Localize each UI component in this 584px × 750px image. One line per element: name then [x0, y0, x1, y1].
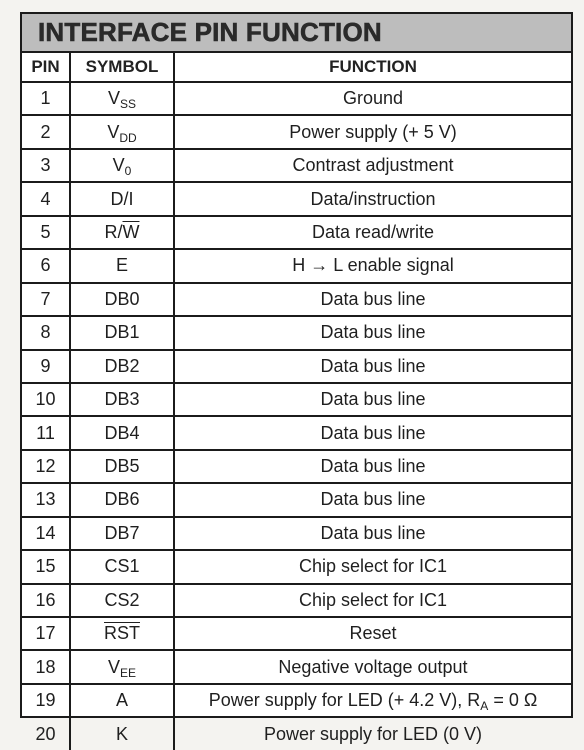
- function-text: Power supply (+ 5 V): [289, 121, 457, 142]
- symbol-subscript: 0: [124, 164, 132, 179]
- pin-symbol: [70, 149, 174, 182]
- symbol-base: DB3: [104, 389, 140, 410]
- table-row: [22, 350, 571, 383]
- table-row: [22, 216, 571, 249]
- pin-symbol: [70, 617, 174, 650]
- title-bar: [22, 14, 571, 53]
- pin-number: 5: [22, 216, 70, 249]
- table-row: [22, 450, 571, 483]
- pin-number: 4: [22, 182, 70, 215]
- symbol-overlined-part: $\overline{W}$: [122, 221, 140, 242]
- pin-function: [174, 216, 571, 249]
- function-text: Chip select for IC1: [298, 556, 448, 577]
- pin-symbol: [70, 450, 174, 483]
- pin-number: 17: [22, 617, 70, 650]
- pin-number: 6: [22, 249, 70, 282]
- symbol-subscript: EE: [120, 665, 137, 680]
- function-text: Ground: [342, 88, 404, 109]
- pin-symbol: [70, 650, 174, 683]
- pin-function: [174, 182, 571, 215]
- pin-symbol: [70, 82, 174, 115]
- pin-symbol: [70, 249, 174, 282]
- table-row: [22, 316, 571, 349]
- symbol-base: K: [115, 723, 128, 744]
- symbol-base: CS2: [104, 589, 140, 610]
- table-row: [22, 650, 571, 683]
- function-text: Data read/write: [311, 221, 435, 242]
- pin-function: [174, 550, 571, 583]
- pin-symbol: [70, 517, 174, 550]
- table-row: [22, 584, 571, 617]
- pin-symbol: [70, 416, 174, 449]
- pin-function-table-panel: [20, 12, 573, 744]
- symbol-base: V: [107, 88, 120, 109]
- pin-function: [174, 249, 571, 282]
- symbol-base: DB1: [104, 322, 140, 343]
- function-text: Power supply for LED (0 V): [263, 723, 483, 744]
- pin-function: [174, 450, 571, 483]
- symbol-base: CS1: [104, 556, 140, 577]
- pin-function: [174, 617, 571, 650]
- function-text-tail: = 0 Ω: [488, 690, 538, 711]
- symbol-base: DB4: [104, 422, 140, 443]
- table-row: [22, 249, 571, 282]
- pin-number: 14: [22, 517, 70, 550]
- table-row: [22, 483, 571, 516]
- header-pin: PIN: [22, 53, 70, 82]
- pin-function: [174, 650, 571, 683]
- function-subscript: A: [480, 699, 489, 714]
- symbol-base: DB5: [104, 456, 140, 477]
- pin-function: [174, 283, 571, 316]
- pin-number: 20: [22, 717, 70, 749]
- table-row: [22, 283, 571, 316]
- symbol-base: DB7: [104, 522, 140, 543]
- table-row: [22, 550, 571, 583]
- pin-symbol: [70, 350, 174, 383]
- pin-function: [174, 483, 571, 516]
- symbol-subscript: DD: [119, 130, 137, 145]
- table-row: [22, 517, 571, 550]
- symbol-subscript: SS: [120, 97, 137, 112]
- pin-number: 16: [22, 584, 70, 617]
- pin-symbol: [70, 550, 174, 583]
- pin-function: [174, 684, 571, 717]
- symbol-base: V: [107, 656, 120, 677]
- pin-number: 8: [22, 316, 70, 349]
- symbol-base: E: [115, 255, 128, 276]
- symbol-base: DB6: [104, 489, 140, 510]
- pin-function: [174, 383, 571, 416]
- function-text: Data bus line: [320, 489, 426, 510]
- function-text: Data bus line: [320, 522, 426, 543]
- table-title: INTERFACE PIN FUNCTION: [38, 17, 382, 47]
- pin-number: 2: [22, 115, 70, 148]
- pin-number: 19: [22, 684, 70, 717]
- table-row: [22, 416, 571, 449]
- symbol-base: R/: [104, 221, 123, 242]
- pin-number: 11: [22, 416, 70, 449]
- symbol-base: V: [107, 121, 120, 142]
- pin-function: [174, 82, 571, 115]
- pin-function: [174, 316, 571, 349]
- table-row: [22, 617, 571, 650]
- header-function: FUNCTION: [174, 53, 571, 82]
- function-text: Data bus line: [320, 355, 426, 376]
- pin-symbol: [70, 115, 174, 148]
- table-row: [22, 82, 571, 115]
- function-text: Data bus line: [320, 422, 426, 443]
- table-row: [22, 383, 571, 416]
- symbol-base: V: [112, 155, 125, 176]
- symbol-base: A: [115, 690, 128, 711]
- pin-symbol: [70, 383, 174, 416]
- pin-number: 3: [22, 149, 70, 182]
- pin-function: [174, 517, 571, 550]
- header-symbol: SYMBOL: [70, 53, 174, 82]
- symbol-base: DB0: [104, 288, 140, 309]
- symbol-base: DB2: [104, 355, 140, 376]
- function-text: Negative voltage output: [278, 656, 468, 677]
- pin-number: 18: [22, 650, 70, 683]
- function-text: Data bus line: [320, 288, 426, 309]
- pin-symbol: [70, 584, 174, 617]
- table-row: [22, 115, 571, 148]
- pin-number: 1: [22, 82, 70, 115]
- table-row: [22, 684, 571, 717]
- pin-number: 7: [22, 283, 70, 316]
- pin-symbol: [70, 316, 174, 349]
- function-text: Data bus line: [320, 389, 426, 410]
- symbol-base: D/I: [110, 188, 134, 209]
- pin-function: [174, 416, 571, 449]
- table-row: [22, 149, 571, 182]
- pin-symbol: [70, 684, 174, 717]
- pin-function: [174, 149, 571, 182]
- header-row: [22, 53, 571, 82]
- table-header: [22, 53, 571, 82]
- function-text: Power supply for LED (+ 4.2 V), R: [208, 690, 481, 711]
- pin-symbol: [70, 216, 174, 249]
- pin-number: 15: [22, 550, 70, 583]
- pin-number: 13: [22, 483, 70, 516]
- pin-number: 9: [22, 350, 70, 383]
- function-text: Data bus line: [320, 322, 426, 343]
- pin-function: [174, 350, 571, 383]
- pin-symbol: [70, 283, 174, 316]
- pin-function: [174, 115, 571, 148]
- table-row: [22, 182, 571, 215]
- pin-symbol: [70, 182, 174, 215]
- pin-number: 10: [22, 383, 70, 416]
- pin-function: [174, 584, 571, 617]
- function-text: Chip select for IC1: [298, 589, 448, 610]
- pin-number: 12: [22, 450, 70, 483]
- table-body: [22, 82, 571, 750]
- symbol-base: $\overline{RST}$: [104, 623, 140, 644]
- function-text: H → L enable signal: [292, 255, 454, 276]
- function-text: Data/instruction: [310, 188, 436, 209]
- function-text: Data bus line: [320, 456, 426, 477]
- pin-function-table: [22, 53, 571, 750]
- pin-symbol: [70, 483, 174, 516]
- function-text: Reset: [349, 623, 397, 644]
- function-text: Contrast adjustment: [292, 155, 454, 176]
